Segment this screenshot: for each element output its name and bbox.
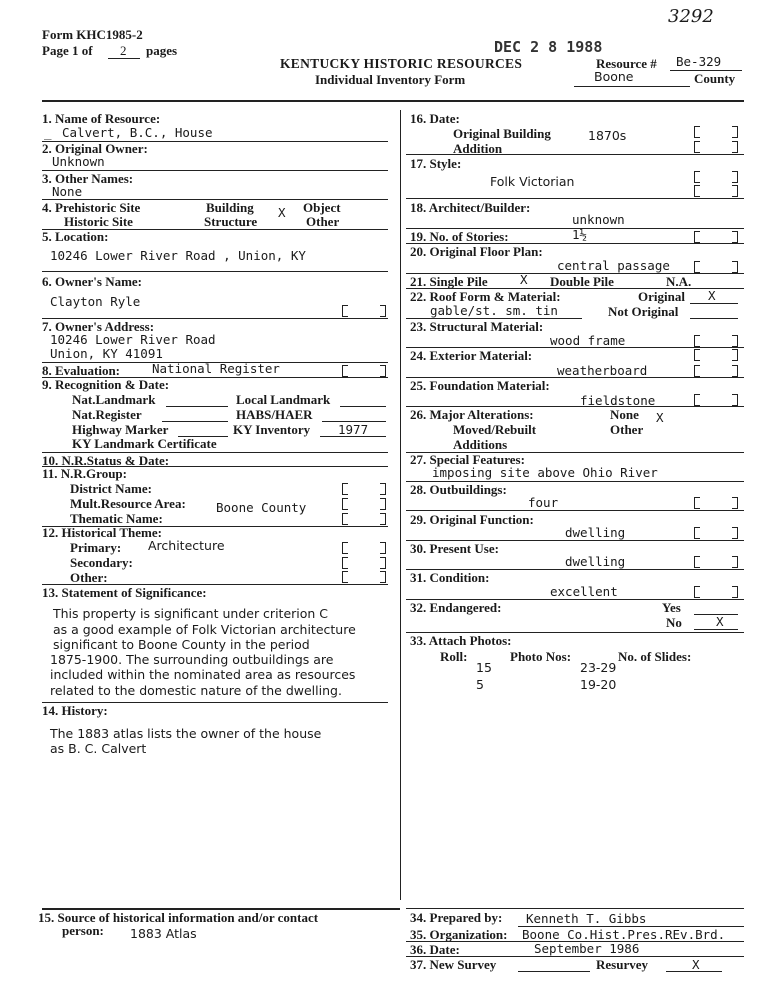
field-17-rule (406, 198, 744, 199)
field-6-value: Clayton Ryle (50, 294, 141, 309)
field-8-value: National Register (152, 361, 280, 376)
field-9-nat-register-rule (162, 421, 228, 422)
date-received-stamp: DEC 2 8 1988 (494, 38, 603, 56)
field-22-not-original: Not Original (608, 304, 679, 319)
field-12-label: 12. Historical Theme: (42, 525, 162, 540)
field-26-none: None (610, 407, 639, 422)
field-22-value: gable/st. sm. tin (430, 303, 558, 318)
field-11-district-checkbox-left (342, 483, 348, 495)
statement-line: 1875-1900. The surrounding outbuildings are (50, 652, 334, 667)
field-15-label: 15. Source of historical information and/or contact (38, 910, 319, 925)
field-33-photo-value: 23-29 (580, 660, 617, 675)
field-1-mark: _ (44, 125, 52, 140)
field-7-line1: 10246 Lower River Road (50, 332, 216, 347)
field-29-value: dwelling (565, 525, 626, 540)
field-8-label: 8. Evaluation: (42, 363, 121, 378)
field-7-line2: Union, KY 41091 (50, 346, 163, 361)
field-32-no: No (666, 615, 682, 630)
field-33-label: 33. Attach Photos: (410, 633, 512, 648)
field-22-not-original-rule (690, 318, 738, 319)
statement-line: included within the nominated area as resources (50, 667, 356, 682)
field-36-label: 36. Date: (410, 942, 460, 957)
field-20-value: central passage (557, 258, 670, 273)
field-11-district-name: District Name: (70, 481, 152, 496)
field-2-value: Unknown (52, 154, 105, 169)
history-line: The 1883 atlas lists the owner of the house (50, 726, 322, 741)
field-37-resurvey-rule (666, 971, 722, 972)
field-10-label: 10. N.R.Status & Date: (42, 453, 170, 468)
page-count-suffix: pages (146, 43, 178, 58)
field-37-resurvey-mark: X (692, 957, 700, 972)
field-22-original-mark: X (708, 288, 716, 303)
field-9-ky-inventory-rule (320, 436, 386, 437)
field-20-checkbox-right (732, 261, 738, 273)
field-27-label: 27. Special Features: (410, 452, 525, 467)
field-30-checkbox-left (694, 556, 700, 568)
field-9-ky-inventory-value: 1977 (338, 422, 369, 437)
field-11-label: 11. N.R.Group: (42, 466, 127, 481)
field-33-photo-nos-header: Photo Nos: (510, 649, 572, 664)
field-11-thematic-checkbox-left (342, 513, 348, 525)
field-17-checkbox2-right (732, 185, 738, 197)
field-3-label: 3. Other Names: (42, 171, 134, 186)
resource-number-label: Resource # (596, 56, 657, 71)
field-31-checkbox-left (694, 586, 700, 598)
field-28-value: four (528, 495, 559, 510)
field-33-roll-header: Roll: (440, 649, 468, 664)
field-21-single-mark: X (520, 272, 528, 287)
field-16-label: 16. Date: (410, 111, 460, 126)
field-19-checkbox-left (694, 231, 700, 243)
field-27-value: imposing site above Ohio River (432, 465, 658, 480)
field-32-no-rule (694, 629, 738, 630)
field-11-mult-checkbox-left (342, 498, 348, 510)
field-31-label: 31. Condition: (410, 570, 490, 585)
county-label: County (694, 71, 736, 86)
form-id: Form KHC1985-2 (42, 27, 143, 42)
field-30-label: 30. Present Use: (410, 541, 499, 556)
field-4-other: Other (306, 214, 340, 229)
field-16-addition-checkbox-left (694, 141, 700, 153)
field-33-roll-value: 15 (476, 660, 492, 675)
field-35-label: 35. Organization: (410, 927, 508, 942)
field-17-label: 17. Style: (410, 156, 462, 171)
field-3-value: None (52, 184, 83, 199)
field-24-value: weatherboard (557, 363, 648, 378)
field-29-checkbox-right (732, 527, 738, 539)
field-28-checkbox-left (694, 497, 700, 509)
field-4-building: Building (206, 200, 254, 215)
field-11-thematic-name: Thematic Name: (70, 511, 163, 526)
field-15-person: person: (62, 923, 104, 938)
field-13-label: 13. Statement of Significance: (42, 585, 207, 600)
field-28-label: 28. Outbuildings: (410, 482, 507, 497)
field-16-orig-checkbox-left (694, 126, 700, 138)
field-12-primary: Primary: (70, 540, 122, 555)
field-9-nat-register: Nat.Register (72, 407, 142, 422)
field-35-value: Boone Co.Hist.Pres.REv.Brd. (522, 927, 726, 942)
field-29-checkbox-left (694, 527, 700, 539)
field-5-value: 10246 Lower River Road , Union, KY (50, 248, 306, 263)
statement-line: related to the domestic nature of the dwelling. (50, 683, 342, 698)
field-23-value: wood frame (550, 333, 626, 348)
field-9-label: 9. Recognition & Date: (42, 377, 170, 392)
field-16-addition-checkbox-right (732, 141, 738, 153)
field-1-label: 1. Name of Resource: (42, 111, 161, 126)
field-11-mult-checkbox-right (380, 498, 386, 510)
field-6-label: 6. Owner's Name: (42, 274, 143, 289)
field-26-other: Other (610, 422, 644, 437)
field-34-top-rule (406, 908, 744, 909)
field-23-label: 23. Structural Material: (410, 319, 544, 334)
field-20-checkbox-left (694, 261, 700, 273)
field-32-no-mark: X (716, 614, 724, 629)
field-9-local-landmark-rule (340, 406, 386, 407)
field-17-checkbox2-left (694, 185, 700, 197)
field-31-checkbox-right (732, 586, 738, 598)
field-20-label: 20. Original Floor Plan: (410, 244, 543, 259)
field-9-nat-landmark: Nat.Landmark (72, 392, 156, 407)
field-9-highway-marker: Highway Marker (72, 422, 169, 437)
field-28-checkbox-right (732, 497, 738, 509)
page-count-total: 2 (120, 43, 127, 58)
field-16-rule (406, 154, 744, 155)
field-26-moved-rebuilt: Moved/Rebuilt (453, 422, 537, 437)
field-17-checkbox-right (732, 171, 738, 183)
field-4-label: 4. Prehistoric Site (42, 200, 141, 215)
field-14-label: 14. History: (42, 703, 108, 718)
field-11-thematic-checkbox-right (380, 513, 386, 525)
field-5-label: 5. Location: (42, 229, 109, 244)
field-16-original-building: Original Building (453, 126, 551, 141)
field-9-ky-landmark-cert: KY Landmark Certificate (72, 436, 217, 451)
field-25-checkbox-right (732, 394, 738, 406)
field-22-label: 22. Roof Form & Material: (410, 289, 561, 304)
field-30-value: dwelling (565, 554, 626, 569)
field-25-label: 25. Foundation Material: (410, 378, 550, 393)
field-4-building-mark: X (278, 205, 286, 220)
field-25-checkbox-left (694, 394, 700, 406)
field-37-resurvey: Resurvey (596, 957, 648, 972)
field-18-label: 18. Architect/Builder: (410, 200, 531, 215)
field-12-secondary-checkbox-right (380, 557, 386, 569)
field-22-original: Original (638, 289, 685, 304)
field-34-label: 34. Prepared by: (410, 910, 503, 925)
field-30-checkbox-right (732, 556, 738, 568)
field-26-label: 26. Major Alterations: (410, 407, 534, 422)
field-24-checkbox-left (694, 349, 700, 361)
field-32-label: 32. Endangered: (410, 600, 502, 615)
header-divider (42, 100, 744, 102)
field-2-label: 2. Original Owner: (42, 141, 148, 156)
field-23-checkbox-left (694, 335, 700, 347)
column-divider (400, 110, 401, 900)
field-19-label: 19. No. of Stories: (410, 229, 509, 244)
field-9-habs-haer: HABS/HAER (236, 407, 313, 422)
field-19-checkbox-right (732, 231, 738, 243)
field-8-checkbox-right (380, 365, 386, 377)
field-8-checkbox-left (342, 365, 348, 377)
field-24-checkbox-right (732, 349, 738, 361)
field-1-value: Calvert, B.C., House (62, 125, 213, 140)
field-5-rule (42, 271, 388, 272)
field-21-label: 21. Single Pile (410, 274, 488, 289)
field-11-district-checkbox-right (380, 483, 386, 495)
page-total-rule (108, 58, 140, 59)
resource-number-value: Be-329 (676, 54, 722, 69)
field-12-primary-checkbox-left (342, 542, 348, 554)
statement-line: as a good example of Folk Victorian architecture (53, 622, 356, 637)
field-11-mult-resource-value: Boone County (216, 500, 307, 515)
statement-line: This property is significant under criterion C (53, 606, 329, 621)
field-32-yes: Yes (662, 600, 681, 615)
field-26-none-mark: X (656, 410, 664, 425)
field-12-other-checkbox-left (342, 571, 348, 583)
field-18-value: unknown (572, 212, 625, 227)
form-title: KENTUCKY HISTORIC RESOURCES (280, 56, 523, 71)
field-9-nat-landmark-rule (166, 406, 228, 407)
field-17-checkbox-left (694, 171, 700, 183)
field-24-label: 24. Exterior Material: (410, 348, 533, 363)
field-24-checkbox2-right (732, 365, 738, 377)
field-12-secondary: Secondary: (70, 555, 133, 570)
field-37-label: 37. New Survey (410, 957, 497, 972)
field-33-slides-header: No. of Slides: (618, 649, 692, 664)
field-28-rule (406, 510, 744, 511)
statement-line: significant to Boone County in the period (53, 637, 310, 652)
field-12-primary-checkbox-right (380, 542, 386, 554)
field-33-roll-value: 5 (476, 677, 484, 692)
field-6-checkbox-left (342, 305, 348, 317)
handwritten-page-number: 3292 (668, 6, 714, 27)
field-11-mult-resource: Mult.Resource Area: (70, 496, 186, 511)
field-12-primary-value: Architecture (148, 538, 225, 553)
field-15-value: 1883 Atlas (130, 926, 197, 941)
field-23-checkbox-right (732, 335, 738, 347)
field-34-value: Kenneth T. Gibbs (526, 911, 647, 926)
field-17-value: Folk Victorian (490, 174, 575, 189)
field-16-orig-checkbox-right (732, 126, 738, 138)
field-33-photo-value: 19-20 (580, 677, 617, 692)
field-6-checkbox-right (380, 305, 386, 317)
field-7-label: 7. Owner's Address: (42, 319, 155, 334)
field-4-object: Object (303, 200, 341, 215)
county-rule (574, 86, 690, 87)
field-36-value: September 1986 (534, 941, 640, 956)
field-12-secondary-checkbox-left (342, 557, 348, 569)
page-count-prefix: Page 1 of (42, 43, 93, 58)
form-subtitle: Individual Inventory Form (315, 72, 466, 87)
field-22-original-rule (690, 303, 738, 304)
field-31-value: excellent (550, 584, 618, 599)
field-12-other: Other: (70, 570, 108, 585)
field-25-value: fieldstone (580, 393, 656, 408)
field-4-structure: Structure (204, 214, 258, 229)
field-29-label: 29. Original Function: (410, 512, 534, 527)
field-12-other-checkbox-right (380, 571, 386, 583)
field-19-value: 1½ (572, 227, 588, 242)
history-line: as B. C. Calvert (50, 741, 147, 756)
field-16-addition: Addition (453, 141, 503, 156)
field-9-ky-inventory: KY Inventory (233, 422, 311, 437)
field-16-original-building-value: 1870s (588, 128, 627, 143)
field-37-new-survey-rule (518, 971, 590, 972)
county-value: Boone (594, 69, 634, 84)
field-24-checkbox2-left (694, 365, 700, 377)
field-26-additions: Additions (453, 437, 508, 452)
field-4-historic-site: Historic Site (64, 214, 133, 229)
field-21-na: N.A. (666, 274, 692, 289)
field-9-local-landmark: Local Landmark (236, 392, 331, 407)
field-21-double-pile: Double Pile (550, 274, 614, 289)
